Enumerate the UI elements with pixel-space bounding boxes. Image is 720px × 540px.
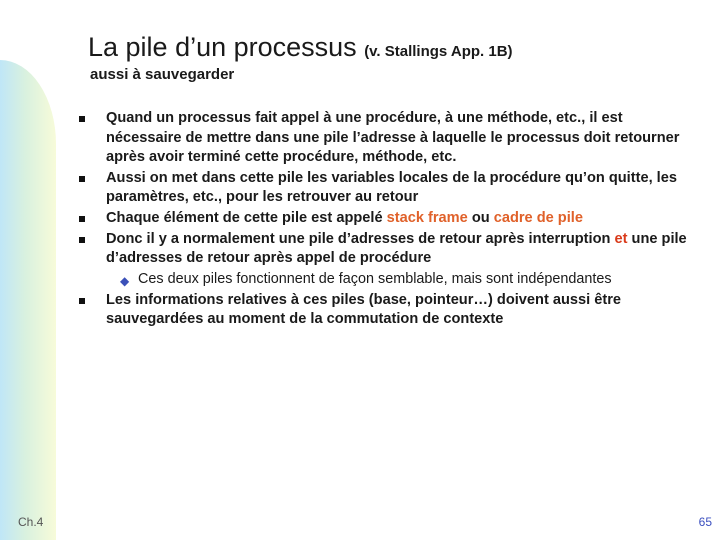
sub-bullet-item [118,270,696,290]
bullet-item [76,169,696,208]
emphasis-et: et [614,230,628,247]
slide-title [88,32,513,63]
bullet-text: une pile d’adresses de retour après appel de procédure [106,230,687,267]
square-bullet-icon [79,216,85,222]
term-cadre-de-pile: cadre de pile [493,210,583,227]
bullet-text: Aussi on met dans cette pile les variables locales de la procédure qu’on quitte, les paramètres, etc., pour les retrouver au retour [106,169,677,206]
chapter-label: Ch.4 [18,515,44,529]
slide-subtitle: aussi à sauvegarder [90,66,235,83]
sidebar-gradient [0,60,56,540]
title-main: La pile d’un processus [88,32,357,62]
bullet-text: ou [467,210,494,227]
title-reference: (v. Stallings App. 1B) [364,43,513,60]
bullet-text: Quand un processus fait appel à une procédure, à une méthode, etc., il est nécessaire de mettre dans une pile l’adresse à laquelle le processus doit retourner après avoir terminé cette procédure, méthode, etc. [106,110,680,165]
page-number: 65 [698,515,712,529]
bullet-item [76,109,696,168]
diamond-bullet-icon: ◆ [120,274,130,289]
term-stack-frame: stack frame [386,210,468,227]
sub-bullet-text: Ces deux piles fonctionnent de façon semblable, mais sont indépendantes [138,271,612,288]
bullet-text: Donc il y a normalement une pile d’adresses de retour après interruption [106,230,615,247]
bullet-text: Les informations relatives à ces piles (base, pointeur…) doivent aussi être sauvegardées au moment de la commutation de contexte [106,291,621,328]
bullet-item [76,209,696,229]
bullet-item [76,291,696,330]
square-bullet-icon [79,116,85,122]
bullet-list [76,109,696,331]
bullet-item [76,230,696,269]
square-bullet-icon [79,298,85,304]
bullet-text: Chaque élément de cette pile est appelé [106,210,387,227]
square-bullet-icon [79,176,85,182]
square-bullet-icon [79,237,85,243]
